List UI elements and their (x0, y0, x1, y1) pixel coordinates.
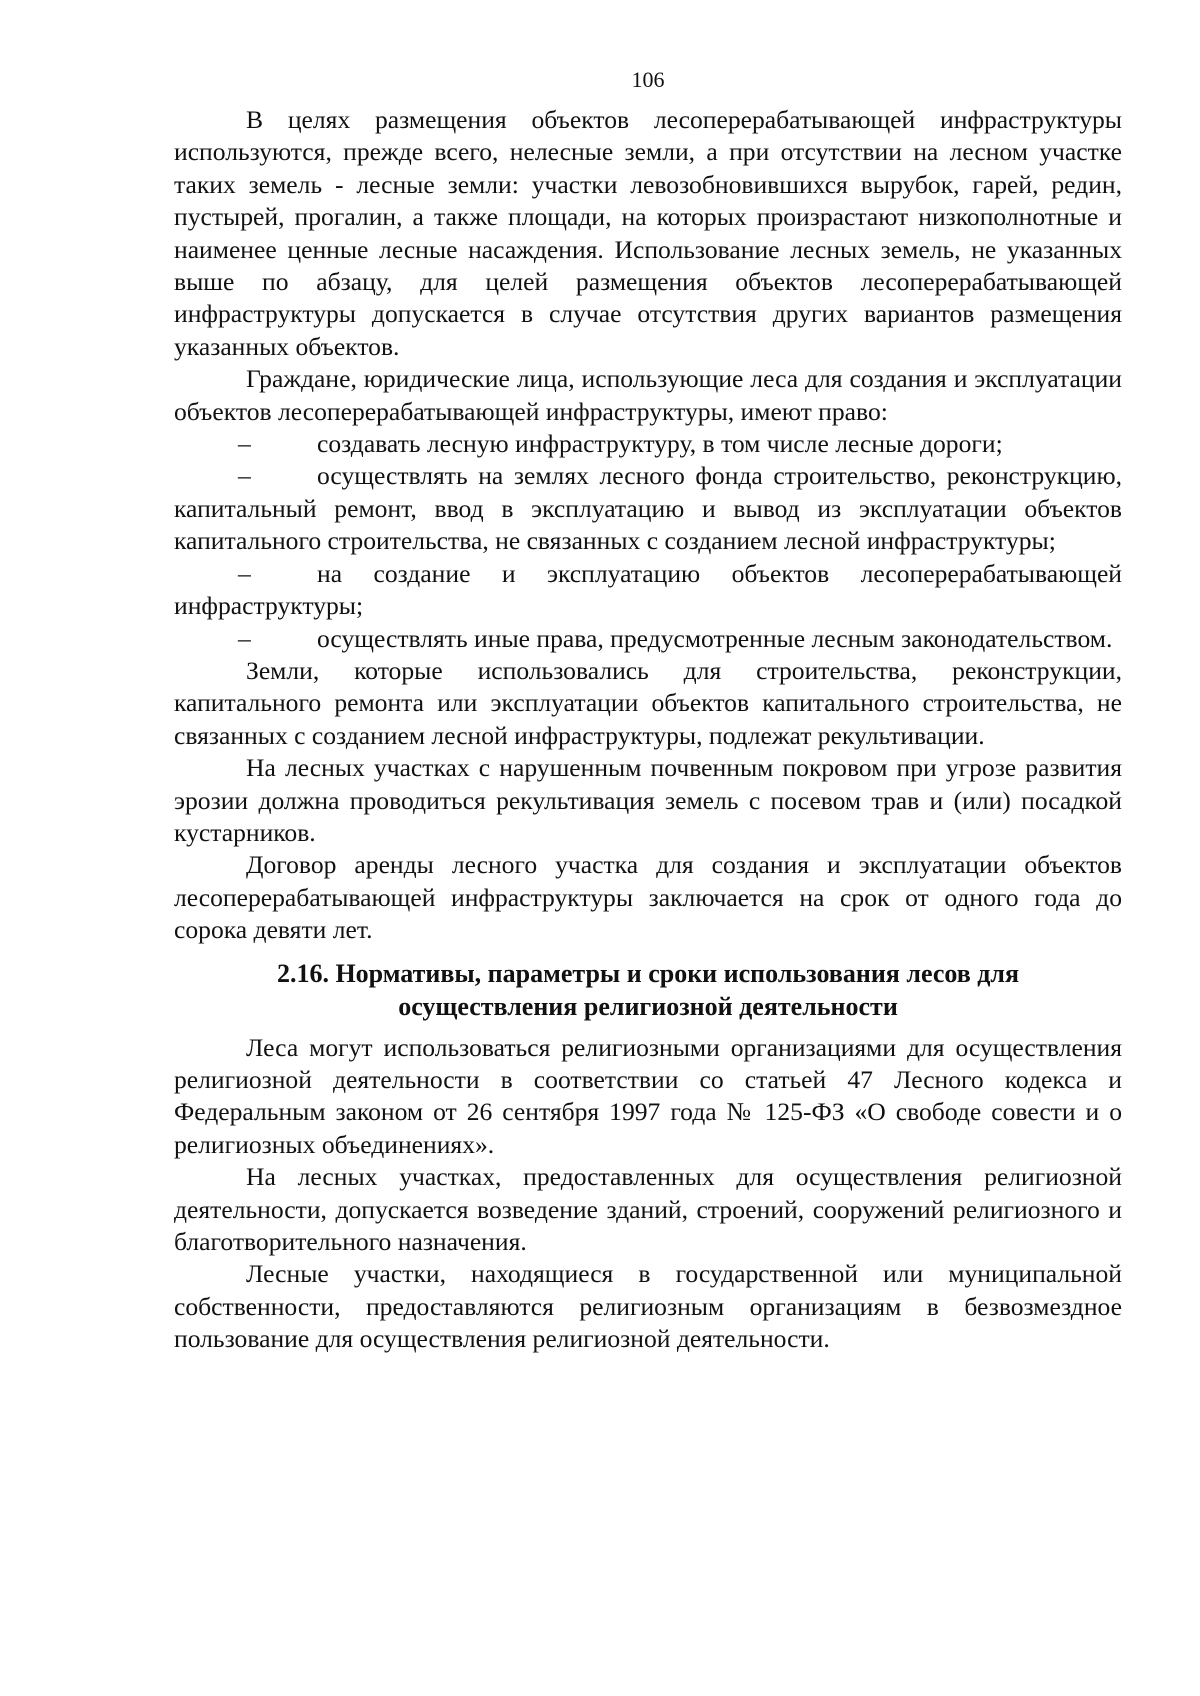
bullet-text: на создание и эксплуатацию объектов лесоперерабатывающей инфраструктуры; (174, 558, 1122, 621)
bullet-text: создавать лесную инфраструктуру, в том числе лесные дороги; (317, 429, 1003, 459)
bullet-dash: – (238, 429, 251, 459)
bullet-text: осуществлять на землях лесного фонда строительство, реконструкцию, капитальный ремонт, ввод в эксплуатацию и вывод из эксплуатации объектов капитального строительства, не связанных с созданием лесной инфраструктуры; (174, 461, 1122, 556)
bullet-item (174, 623, 1122, 655)
bullet-dash: – (238, 623, 251, 653)
paragraph-lease-term: Договор аренды лесного участка для создания и эксплуатации объектов лесоперерабатывающей инфраструктуры заключается на срок от одного года до сорока девяти лет. (174, 850, 1122, 945)
paragraph-rights-intro: Граждане, юридические лица, использующие леса для создания и эксплуатации объектов лесоперерабатывающей инфраструктуры, имеют право: (174, 364, 1122, 426)
bullet-item (174, 428, 1122, 460)
bullet-dash: – (238, 461, 251, 491)
section-heading (174, 957, 1122, 1023)
bullet-text: осуществлять иные права, предусмотренные лесным законодательством. (317, 623, 1113, 653)
paragraph-recultivation: Земли, которые использовались для строительства, реконструкции, капитального ремонта или эксплуатации объектов капитального строительства, не связанных с созданием лесной инфраструктуры, подлежат рекультивации. (174, 655, 1122, 750)
bullet-dash: – (238, 558, 251, 588)
paragraph-erosion: На лесных участках с нарушенным почвенным покровом при угрозе развития эрозии должна проводиться рекультивация земель с посевом трав и (или) посадкой кустарников. (174, 753, 1122, 847)
paragraph-infrastructure-lands: В целях размещения объектов лесоперерабатывающей инфраструктуры используются, прежде всего, нелесные земли, а при отсутствии на лесном участке таких земель - лесные земли: участки левозобновившихся вырубок, гарей, редин, пустырей, прогалин, а также площади, на которых произрастают низкополнотные и наименее ценные лесные насаждения. Использование лесных земель, не указанных выше по абзацу, для целей размещения объектов лесоперерабатывающей инфраструктуры допускается в случае отсутствия других вариантов размещения указанных объектов. (174, 105, 1122, 361)
bullet-item (174, 460, 1122, 557)
document-page (174, 66, 1122, 1356)
page-number: 106 (631, 67, 665, 92)
section-heading-line: 2.16. Нормативы, параметры и сроки использования лесов для (276, 958, 1020, 988)
bullet-item (174, 558, 1122, 623)
section-heading-line: осуществления религиозной деятельности (398, 991, 898, 1021)
paragraph-free-use: Лесные участки, находящиеся в государственной или муниципальной собственности, предоставляются религиозным организациям в безвозмездное пользование для осуществления религиозной деятельности. (174, 1259, 1122, 1354)
paragraph-religious-use: Леса могут использоваться религиозными организациями для осуществления религиозной деятельности в соответствии со статьей 47 Лесного кодекса и Федеральным законом от 26 сентября 1997 года № 125-ФЗ «О свободе совести и о религиозных объединениях». (174, 1032, 1122, 1159)
paragraph-religious-buildings: На лесных участках, предоставленных для осуществления религиозной деятельности, допускается возведение зданий, строений, сооружений религиозного и благотворительного назначения. (174, 1162, 1122, 1256)
